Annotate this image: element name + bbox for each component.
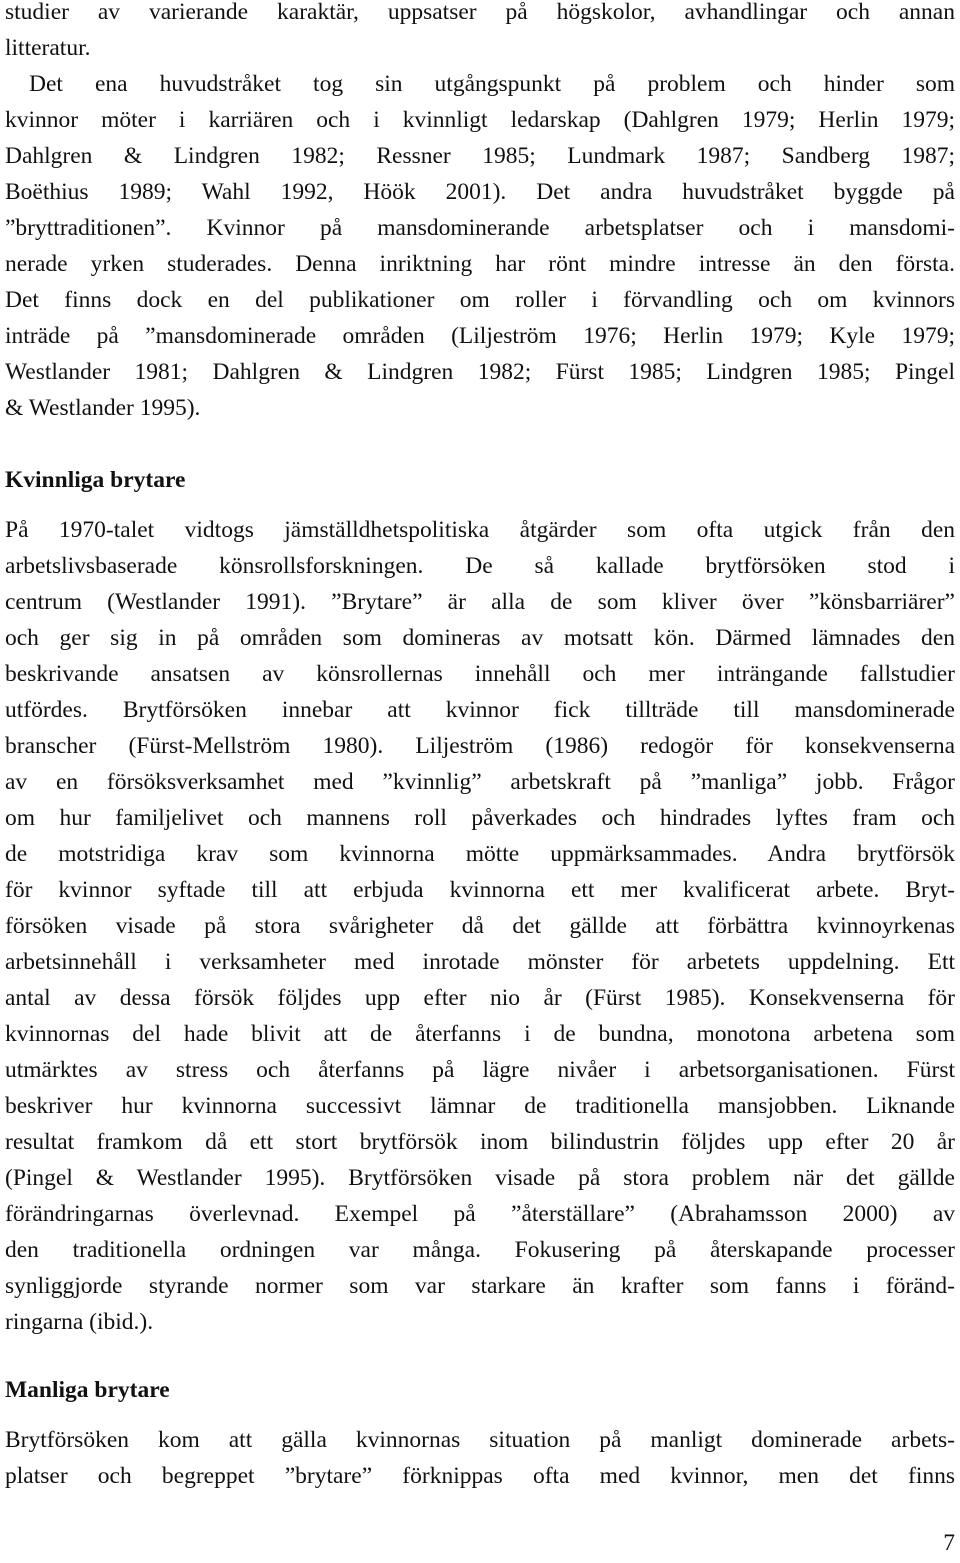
text-line: antal av dessa försök följdes upp efter nio år (Fürst 1985). Konsekvenserna för — [5, 985, 955, 1011]
text-line: platser och begreppet ”brytare” förknippas ofta med kvinnor, men det finns — [5, 1463, 955, 1489]
text-line: arbetslivsbaserade könsrollsforskningen. De så kallade brytförsöken stod i — [5, 553, 955, 579]
text-line: av en försöksverksamhet med ”kvinnlig” arbetskraft på ”manliga” jobb. Frågor — [5, 769, 955, 795]
text-line: (Pingel & Westlander 1995). Brytförsöken visade på stora problem när det gällde — [5, 1165, 955, 1191]
text-line: beskrivande ansatsen av könsrollernas innehåll och mer inträngande fallstudier — [5, 661, 955, 687]
text-line: inträde på ”mansdominerade områden (Liljeström 1976; Herlin 1979; Kyle 1979; — [5, 323, 955, 349]
text-line: arbetsinnehåll i verksamheter med inrotade mönster för arbetets uppdelning. Ett — [5, 949, 955, 975]
text-line: förändringarnas överlevnad. Exempel på ”återställare” (Abrahamsson 2000) av — [5, 1201, 955, 1227]
text-line: kvinnornas del hade blivit att de återfanns i de bundna, monotona arbetena som — [5, 1021, 955, 1047]
text-line: Brytförsöken kom att gälla kvinnornas situation på manligt dominerade arbets- — [5, 1427, 955, 1453]
text-line: Dahlgren & Lindgren 1982; Ressner 1985; Lundmark 1987; Sandberg 1987; — [5, 143, 955, 169]
text-line: synliggjorde styrande normer som var starkare än krafter som fanns i föränd- — [5, 1273, 955, 1299]
text-line: om hur familjelivet och mannens roll påverkades och hindrades lyftes fram och — [5, 805, 955, 831]
paragraph-kvinnliga-brytare — [5, 512, 955, 1340]
text-line: utfördes. Brytförsöken innebar att kvinnor fick tillträde till mansdominerade — [5, 697, 955, 723]
text-line: Boëthius 1989; Wahl 1992, Höök 2001). Det andra huvudstråket byggde på — [5, 179, 955, 205]
text-line: På 1970-talet vidtogs jämställdhetspolitiska åtgärder som ofta utgick från den — [5, 517, 955, 543]
text-line: litteratur. — [5, 35, 91, 61]
text-line: Det finns dock en del publikationer om roller i förvandling och om kvinnors — [5, 287, 955, 313]
text-line: resultat framkom då ett stort brytförsök inom bilindustrin följdes upp efter 20 år — [5, 1129, 955, 1155]
paragraph-manliga-brytare — [5, 1422, 955, 1494]
text-line: & Westlander 1995). — [5, 395, 201, 421]
text-line: ringarna (ibid.). — [5, 1309, 154, 1335]
text-line: utmärktes av stress och återfanns på lägre nivåer i arbetsorganisationen. Fürst — [5, 1057, 955, 1083]
text-line: beskriver hur kvinnorna successivt lämnar de traditionella mansjobben. Liknande — [5, 1093, 955, 1119]
text-line: kvinnor möter i karriären och i kvinnligt ledarskap (Dahlgren 1979; Herlin 1979; — [5, 107, 955, 133]
text-line: och ger sig in på områden som domineras av motsatt kön. Därmed lämnades den — [5, 625, 955, 651]
paragraph-intro — [5, 0, 955, 66]
paragraph-main-streams — [5, 66, 955, 426]
section-heading-manliga-brytare: Manliga brytare — [5, 1377, 170, 1403]
text-line: ”bryttraditionen”. Kvinnor på mansdominerande arbetsplatser och i mansdomi- — [5, 215, 955, 241]
text-line: centrum (Westlander 1991). ”Brytare” är alla de som kliver över ”könsbarriärer” — [5, 589, 955, 615]
text-line: Det ena huvudstråket tog sin utgångspunkt på problem och hinder som — [29, 71, 955, 97]
text-line: den traditionella ordningen var många. Fokusering på återskapande processer — [5, 1237, 955, 1263]
text-line: branscher (Fürst-Mellström 1980). Liljeström (1986) redogör för konsekvenserna — [5, 733, 955, 759]
text-line: försöken visade på stora svårigheter då det gällde att förbättra kvinnoyrkenas — [5, 913, 955, 939]
text-line: Westlander 1981; Dahlgren & Lindgren 1982; Fürst 1985; Lindgren 1985; Pingel — [5, 359, 955, 385]
page-number: 7 — [943, 1530, 955, 1556]
text-line: nerade yrken studerades. Denna inriktning har rönt mindre intresse än den första. — [5, 251, 955, 277]
text-line: de motstridiga krav som kvinnorna mötte uppmärksammades. Andra brytförsök — [5, 841, 955, 867]
text-line: studier av varierande karaktär, uppsatser på högskolor, avhandlingar och annan — [5, 0, 955, 25]
text-line: för kvinnor syftade till att erbjuda kvinnorna ett mer kvalificerat arbete. Bryt- — [5, 877, 955, 903]
section-heading-kvinnliga-brytare: Kvinnliga brytare — [5, 467, 186, 493]
